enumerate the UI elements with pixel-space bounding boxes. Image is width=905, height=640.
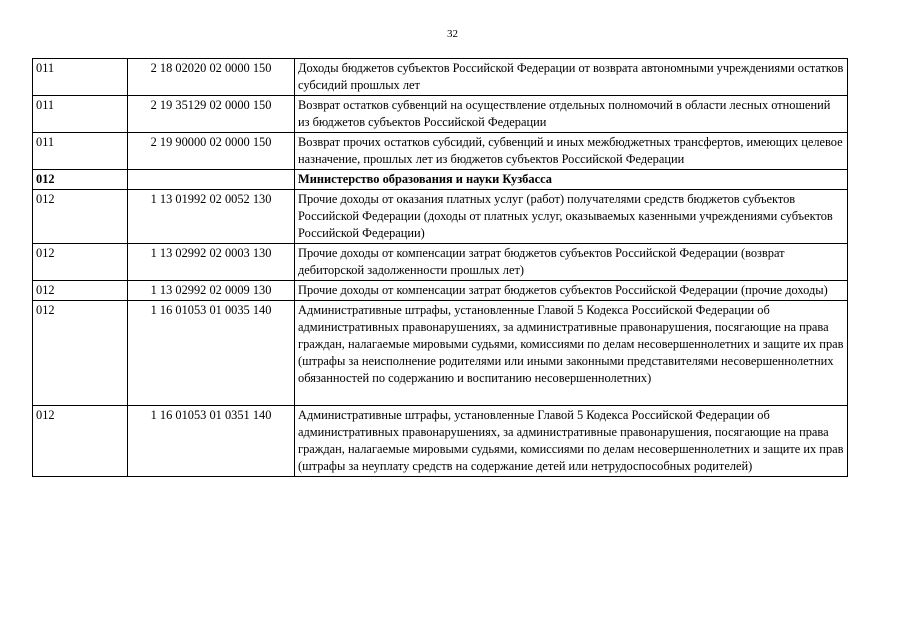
revenue-name-cell: Прочие доходы от компенсации затрат бюджетов субъектов Российской Федерации (возврат дебиторской задолженности прошлых лет)	[295, 244, 848, 281]
table-row	[33, 96, 848, 133]
admin-code-cell: 011	[33, 59, 128, 96]
revenue-name-cell: Административные штрафы, установленные Главой 5 Кодекса Российской Федерации об административных правонарушениях, за административные правонарушения, посягающие на права граждан, налагаемые мировыми судьями, комиссиями по делам несовершеннолетних и защите их прав (штрафы за неисполнение родителями или иными законными представителями несовершеннолетних обязанностей по содержанию и воспитанию несовершеннолетних)	[295, 301, 848, 406]
table-row	[33, 190, 848, 244]
revenue-name-cell: Возврат остатков субвенций на осуществление отдельных полномочий в области лесных отношений из бюджетов субъектов Российской Федерации	[295, 96, 848, 133]
revenue-name-cell: Прочие доходы от оказания платных услуг (работ) получателями средств бюджетов субъектов Российской Федерации (доходы от платных услуг, оказываемых казенными учреждениями субъектов Российской Федерации)	[295, 190, 848, 244]
admin-code-cell: 012	[33, 301, 128, 406]
admin-code-cell: 012	[33, 244, 128, 281]
budget-code-cell: 1 13 02992 02 0003 130	[128, 244, 295, 281]
budget-code-cell: 1 16 01053 01 0035 140	[128, 301, 295, 406]
section-header-row	[33, 170, 848, 190]
revenue-name-cell: Прочие доходы от компенсации затрат бюджетов субъектов Российской Федерации (прочие доходы)	[295, 281, 848, 301]
admin-code-cell: 012	[33, 190, 128, 244]
budget-code-cell	[128, 170, 295, 190]
table-row	[33, 133, 848, 170]
revenue-name-cell: Доходы бюджетов субъектов Российской Федерации от возврата автономными учреждениями остатков субсидий прошлых лет	[295, 59, 848, 96]
admin-code-cell: 012	[33, 170, 128, 190]
table-row	[33, 406, 848, 477]
admin-code-cell: 011	[33, 133, 128, 170]
revenue-codes-table	[32, 58, 848, 477]
table-row	[33, 301, 848, 406]
table-row	[33, 281, 848, 301]
budget-code-cell: 1 16 01053 01 0351 140	[128, 406, 295, 477]
admin-code-cell: 011	[33, 96, 128, 133]
table-row	[33, 59, 848, 96]
budget-code-cell: 1 13 02992 02 0009 130	[128, 281, 295, 301]
admin-code-cell: 012	[33, 406, 128, 477]
budget-code-cell: 2 18 02020 02 0000 150	[128, 59, 295, 96]
ministry-name-cell: Министерство образования и науки Кузбасса	[295, 170, 848, 190]
budget-code-cell: 2 19 90000 02 0000 150	[128, 133, 295, 170]
page-number: 32	[447, 28, 458, 40]
table-row	[33, 244, 848, 281]
revenue-name-cell: Административные штрафы, установленные Главой 5 Кодекса Российской Федерации об административных правонарушениях, за административные правонарушения, посягающие на права граждан, налагаемые мировыми судьями, комиссиями по делам несовершеннолетних и защите их прав (штрафы за неуплату средств на содержание детей или нетрудоспособных родителей)	[295, 406, 848, 477]
admin-code-cell: 012	[33, 281, 128, 301]
revenue-name-cell: Возврат прочих остатков субсидий, субвенций и иных межбюджетных трансфертов, имеющих целевое назначение, прошлых лет из бюджетов субъектов Российской Федерации	[295, 133, 848, 170]
budget-code-cell: 1 13 01992 02 0052 130	[128, 190, 295, 244]
budget-code-cell: 2 19 35129 02 0000 150	[128, 96, 295, 133]
